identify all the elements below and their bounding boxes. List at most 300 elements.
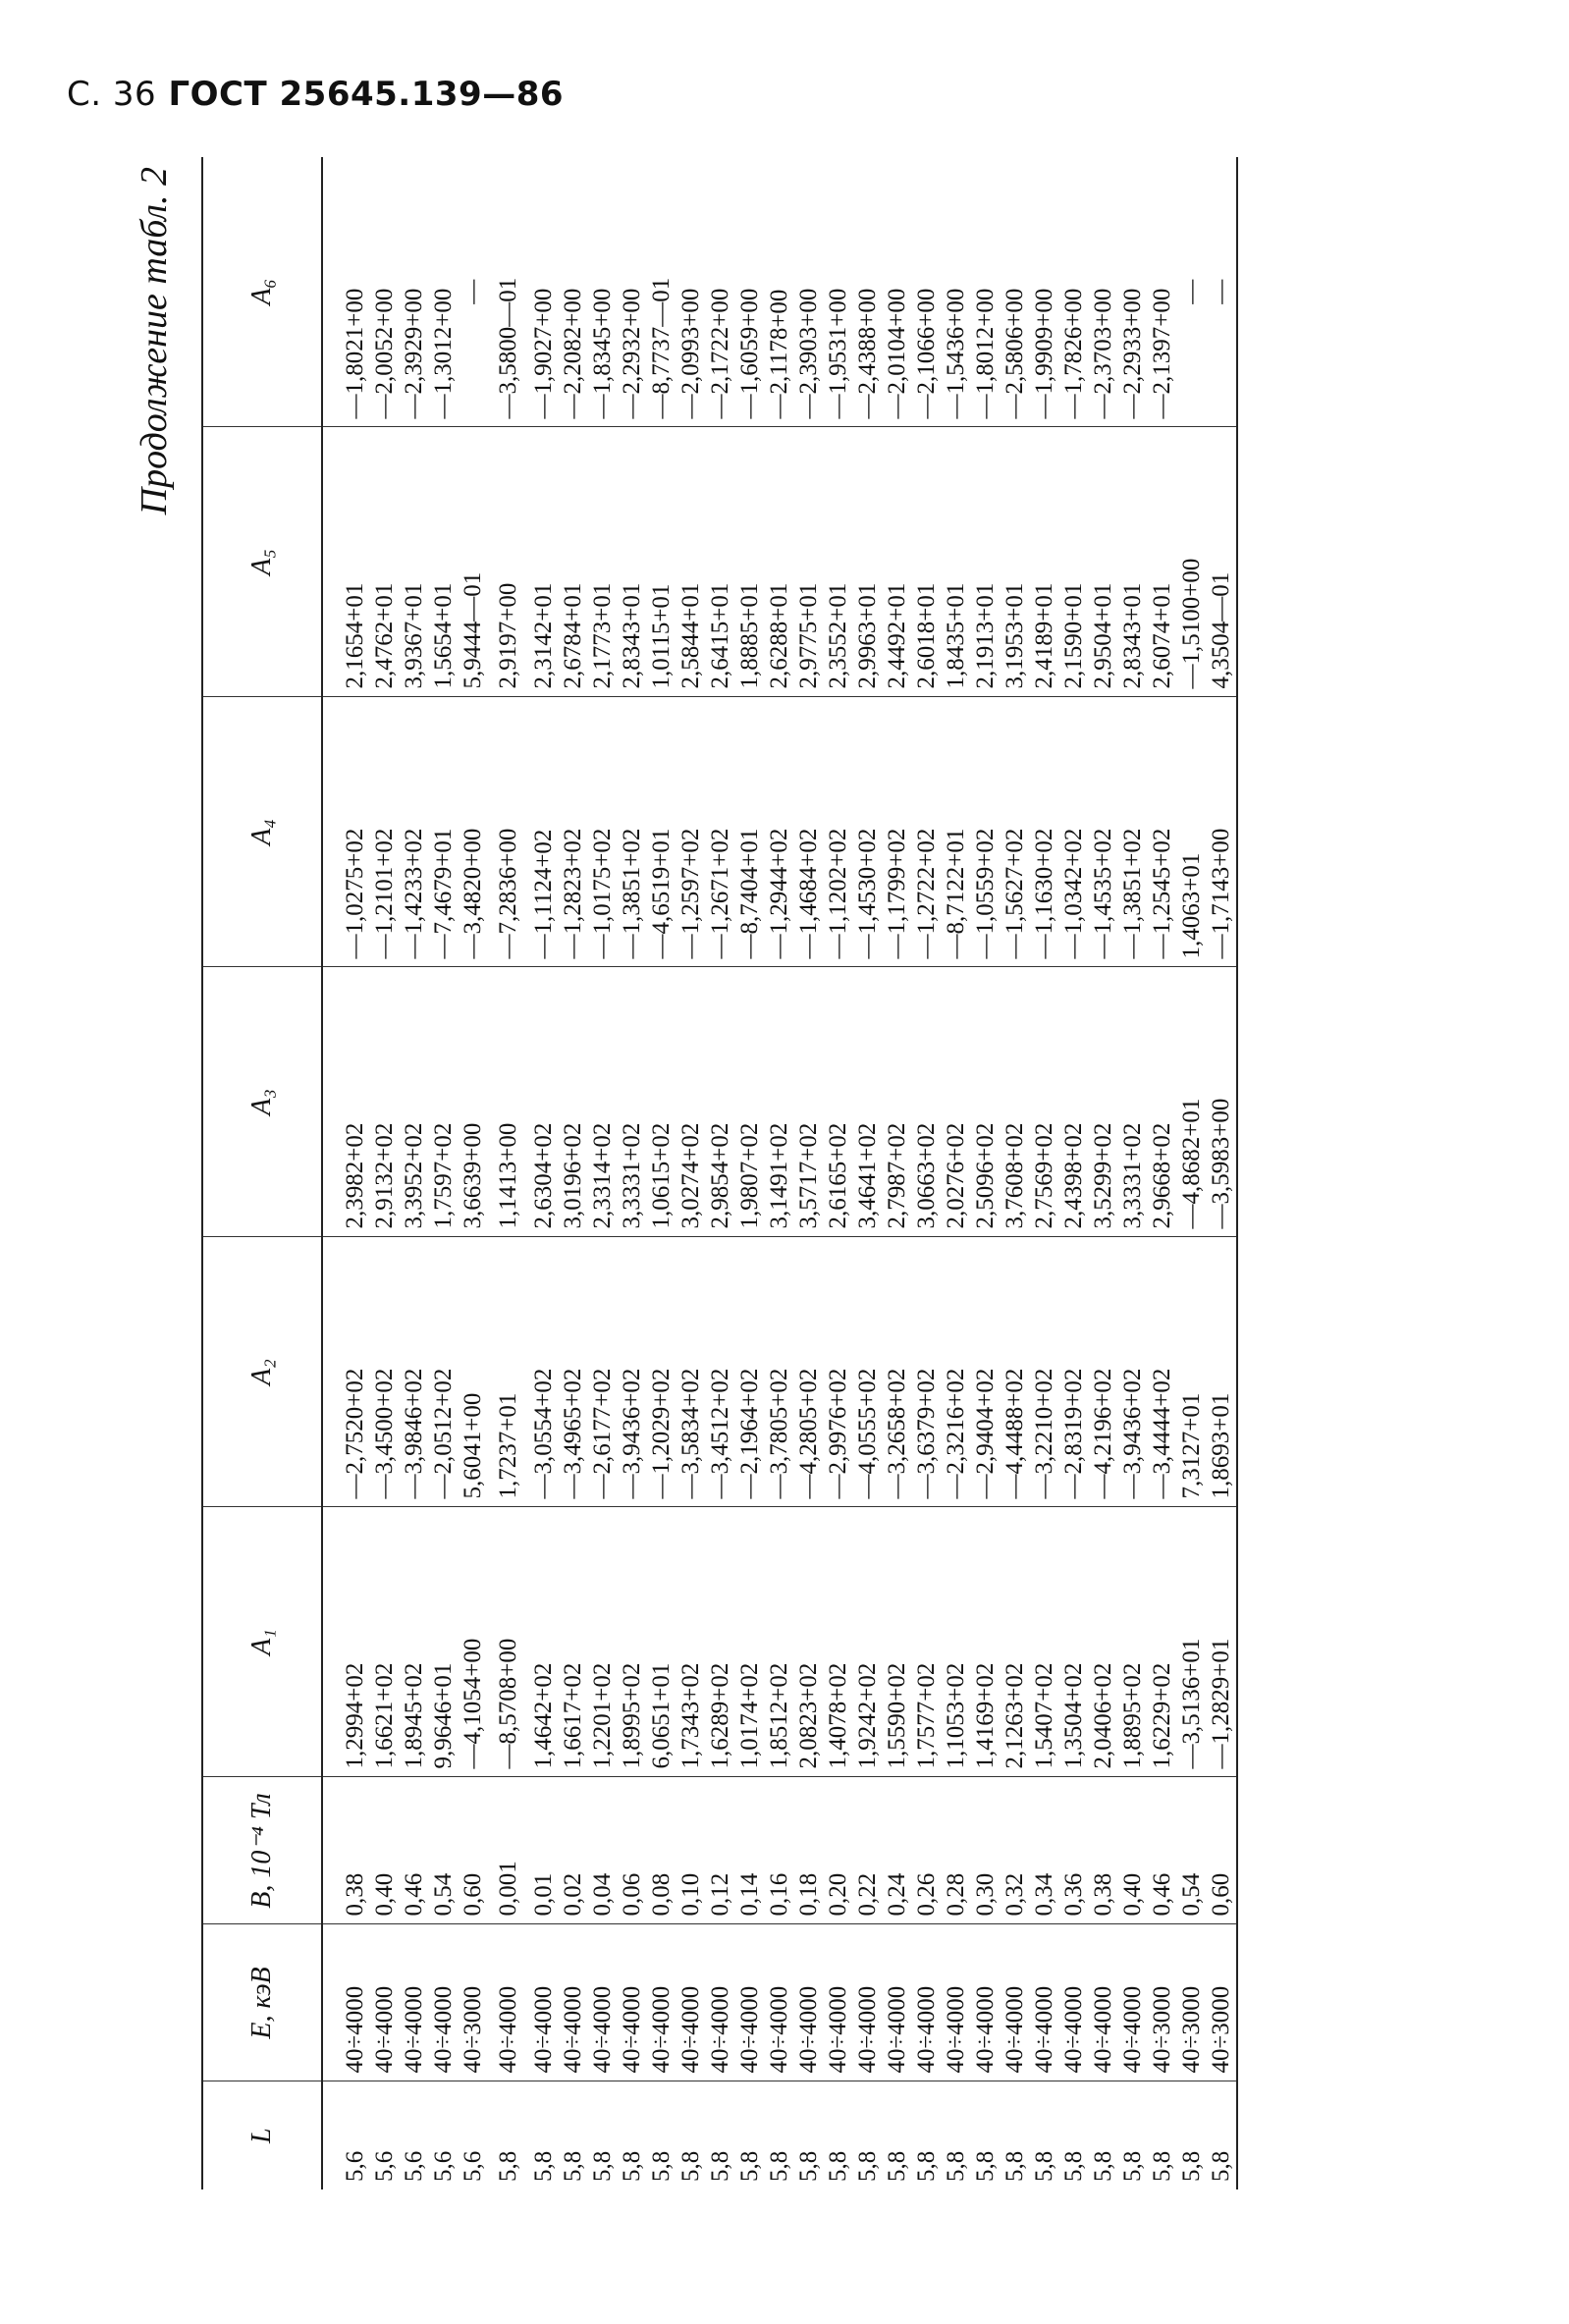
table-cell: —2,6177+02 xyxy=(588,1237,618,1507)
table-cell: 40÷4000 xyxy=(883,1924,912,2081)
table-cell: —2,8319+02 xyxy=(1059,1237,1089,1507)
table-cell: 2,5096+02 xyxy=(971,967,1001,1237)
table-cell: 5,8 xyxy=(619,2150,645,2182)
table-cell: 5,8 xyxy=(825,2150,851,2182)
table-cell: 3,9367+01 xyxy=(400,427,429,697)
table-cell: —4,2196+02 xyxy=(1089,1237,1118,1507)
page-header xyxy=(67,75,564,114)
table-cell: 1,5590+02 xyxy=(883,1507,912,1777)
table-cell: —3,2210+02 xyxy=(1030,1237,1059,1507)
table-cell: 2,1773+01 xyxy=(588,427,618,697)
table-row xyxy=(824,157,853,2189)
table-cell: 3,0274+02 xyxy=(676,967,706,1237)
table-cell: 40÷4000 xyxy=(794,1924,824,2081)
table-cell: 2,6415+01 xyxy=(706,427,735,697)
table-row xyxy=(559,157,588,2189)
table-cell: 2,8343+01 xyxy=(1118,427,1148,697)
column-header-1: E, кэВ xyxy=(202,1924,322,2081)
table-cell: —2,1178+00 xyxy=(765,157,794,427)
table-cell: 40÷4000 xyxy=(1118,1924,1148,2081)
table-cell: 0,08 xyxy=(647,1777,676,1924)
table-cell: 40÷4000 xyxy=(676,1924,706,2081)
table-cell: 2,1913+01 xyxy=(971,427,1001,697)
table-cell: 5,9444—01 xyxy=(459,427,488,697)
table-cell: —3,4512+02 xyxy=(706,1237,735,1507)
table-cell: —1,5627+02 xyxy=(1001,697,1030,967)
table-cell: 5,8 xyxy=(1178,2150,1205,2182)
table-cell: —4,6519+01 xyxy=(647,697,676,967)
table-row xyxy=(735,157,765,2189)
column-header-0: L xyxy=(202,2081,322,2189)
table-cell: 2,0406+02 xyxy=(1089,1507,1118,1777)
table-cell: —2,3703+00 xyxy=(1089,157,1118,427)
table-cell: —8,7122+01 xyxy=(942,697,971,967)
table-cell: —1,7826+00 xyxy=(1059,157,1089,427)
table-cell: —3,5800—01 xyxy=(488,157,529,427)
table-cell: —1,6059+00 xyxy=(735,157,765,427)
table-cell: —2,7520+02 xyxy=(322,1237,370,1507)
table-cell: 1,1053+02 xyxy=(942,1507,971,1777)
table-row xyxy=(706,157,735,2189)
table-cell: 0,01 xyxy=(529,1777,559,1924)
table-cell: —3,5983+00 xyxy=(1207,967,1237,1237)
table-cell: —2,9976+02 xyxy=(824,1237,853,1507)
table-row xyxy=(588,157,618,2189)
table-cell: 1,0115+01 xyxy=(647,427,676,697)
table-cell: —1,4684+02 xyxy=(794,697,824,967)
table-cell: 5,8 xyxy=(766,2150,792,2182)
standard-code: ГОСТ 25645.139—86 xyxy=(168,75,565,114)
table-cell: 40÷3000 xyxy=(1148,1924,1177,2081)
table-cell: —2,0993+00 xyxy=(676,157,706,427)
table-cell: —3,9436+02 xyxy=(618,1237,647,1507)
table-cell: 0,36 xyxy=(1059,1777,1089,1924)
rotated-table-block xyxy=(133,157,1478,2189)
table-cell: 0,40 xyxy=(1118,1777,1148,1924)
table-cell: 1,6621+02 xyxy=(370,1507,400,1777)
table-cell: 1,8885+01 xyxy=(735,427,765,697)
table-cell: —1,4233+02 xyxy=(400,697,429,967)
table-cell: 2,3552+01 xyxy=(824,427,853,697)
table-cell: 5,8 xyxy=(589,2150,616,2182)
table-cell: 3,6639+00 xyxy=(459,967,488,1237)
table-cell: —1,2829+01 xyxy=(1207,1507,1237,1777)
table-cell: 1,2201+02 xyxy=(588,1507,618,1777)
table-cell: 1,3504+02 xyxy=(1059,1507,1089,1777)
table-cell: 1,4642+02 xyxy=(529,1507,559,1777)
table-cell: —8,5708+00 xyxy=(488,1507,529,1777)
table-cell: 2,3142+01 xyxy=(529,427,559,697)
table-cell: —7,2836+00 xyxy=(488,697,529,967)
table-cell: 0,54 xyxy=(429,1777,459,1924)
table-cell: 5,8 xyxy=(1090,2150,1116,2182)
table-cell: —1,8012+00 xyxy=(971,157,1001,427)
table-cell: 1,7343+02 xyxy=(676,1507,706,1777)
table-cell: 40÷4000 xyxy=(765,1924,794,2081)
table-cell: 0,34 xyxy=(1030,1777,1059,1924)
table-cell: 40÷4000 xyxy=(400,1924,429,2081)
table-cell: 3,3952+02 xyxy=(400,967,429,1237)
table-cell: —2,2082+00 xyxy=(559,157,588,427)
table-cell: 40÷4000 xyxy=(824,1924,853,2081)
table-cell: 0,24 xyxy=(883,1777,912,1924)
table-cell: —3,4444+02 xyxy=(1148,1237,1177,1507)
table-cell: 3,1491+02 xyxy=(765,967,794,1237)
table-cell: 1,2994+02 xyxy=(322,1507,370,1777)
table-row xyxy=(883,157,912,2189)
table-cell: 2,9963+01 xyxy=(853,427,883,697)
column-header-4: A₂ xyxy=(202,1237,322,1507)
table-cell: —4,0555+02 xyxy=(853,1237,883,1507)
table-cell: 5,6 xyxy=(430,2150,457,2182)
table-cell: —4,8682+01 xyxy=(1177,967,1207,1237)
table-cell: 2,9197+00 xyxy=(488,427,529,697)
table-cell: 0,46 xyxy=(1148,1777,1177,1924)
coefficients-table xyxy=(201,157,1238,2189)
table-cell: 0,22 xyxy=(853,1777,883,1924)
table-cell: 5,8 xyxy=(530,2150,557,2182)
table-cell: 40÷4000 xyxy=(1001,1924,1030,2081)
table-row xyxy=(488,157,529,2189)
table-cell: 2,9854+02 xyxy=(706,967,735,1237)
table-cell: 1,7237+01 xyxy=(488,1237,529,1507)
table-row xyxy=(322,157,370,2189)
table-cell: 40÷4000 xyxy=(559,1924,588,2081)
table-cell: 1,0615+02 xyxy=(647,967,676,1237)
table-cell: 5,8 xyxy=(1149,2150,1175,2182)
table-cell: 5,6 xyxy=(401,2150,427,2182)
table-cell: 9,9646+01 xyxy=(429,1507,459,1777)
table-cell: 0,06 xyxy=(618,1777,647,1924)
table-cell: —1,2722+02 xyxy=(912,697,942,967)
table-row xyxy=(618,157,647,2189)
table-cell: 1,4169+02 xyxy=(971,1507,1001,1777)
table-cell: 2,4189+01 xyxy=(1030,427,1059,697)
table-cell: —3,4820+00 xyxy=(459,697,488,967)
table-cell: —2,3903+00 xyxy=(794,157,824,427)
table-cell: 2,6288+01 xyxy=(765,427,794,697)
table-row xyxy=(1059,157,1089,2189)
table-cell: 2,4762+01 xyxy=(370,427,400,697)
table-cell: 2,9668+02 xyxy=(1148,967,1177,1237)
table-cell: —2,9404+02 xyxy=(971,1237,1001,1507)
table-cell: 40÷4000 xyxy=(735,1924,765,2081)
table-cell: —2,1964+02 xyxy=(735,1237,765,1507)
table-cell: 1,7577+02 xyxy=(912,1507,942,1777)
table-cell: —8,7404+01 xyxy=(735,697,765,967)
table-cell: 0,16 xyxy=(765,1777,794,1924)
table-cell: 5,8 xyxy=(1060,2150,1087,2182)
table-cell: —1,3012+00 xyxy=(429,157,459,427)
table-cell: —4,4488+02 xyxy=(1001,1237,1030,1507)
table-cell: 40÷4000 xyxy=(971,1924,1001,2081)
table-row xyxy=(400,157,429,2189)
table-cell: — xyxy=(1177,157,1207,427)
table-cell: 3,3331+02 xyxy=(1118,967,1148,1237)
table-row xyxy=(1089,157,1118,2189)
table-cell: 40÷4000 xyxy=(1059,1924,1089,2081)
table-cell: 2,8343+01 xyxy=(618,427,647,697)
table-cell: — xyxy=(459,157,488,427)
table-cell: 3,0663+02 xyxy=(912,967,942,1237)
table-cell: —1,3851+02 xyxy=(618,697,647,967)
table-cell: 0,04 xyxy=(588,1777,618,1924)
table-cell: —1,8021+00 xyxy=(322,157,370,427)
table-cell: 1,8435+01 xyxy=(942,427,971,697)
column-header-3: A₁ xyxy=(202,1507,322,1777)
table-cell: 0,12 xyxy=(706,1777,735,1924)
table-cell: —3,4965+02 xyxy=(559,1237,588,1507)
table-cell: 5,8 xyxy=(1119,2150,1146,2182)
table-cell: 1,6617+02 xyxy=(559,1507,588,1777)
table-cell: —1,0275+02 xyxy=(322,697,370,967)
table-cell: —1,1124+02 xyxy=(529,697,559,967)
table-cell: 0,001 xyxy=(488,1777,529,1924)
table-row xyxy=(1001,157,1030,2189)
table-cell: 2,0823+02 xyxy=(794,1507,824,1777)
table-row xyxy=(529,157,559,2189)
table-cell: —1,9531+00 xyxy=(824,157,853,427)
table-cell: 1,6289+02 xyxy=(706,1507,735,1777)
table-row xyxy=(429,157,459,2189)
table-cell: —1,2823+02 xyxy=(559,697,588,967)
table-cell: 40÷4000 xyxy=(488,1924,529,2081)
table-cell: 5,8 xyxy=(913,2150,940,2182)
table-cell: 0,26 xyxy=(912,1777,942,1924)
table-cell: —3,6379+02 xyxy=(912,1237,942,1507)
table-row xyxy=(459,157,488,2189)
table-cell: —2,0104+00 xyxy=(883,157,912,427)
table-cell: 40÷4000 xyxy=(942,1924,971,2081)
table-cell: 2,4492+01 xyxy=(883,427,912,697)
table-cell: 0,38 xyxy=(322,1777,370,1924)
table-row xyxy=(765,157,794,2189)
table-cell: 5,8 xyxy=(972,2150,999,2182)
table-cell: —2,1397+00 xyxy=(1148,157,1177,427)
table-cell: —2,2933+00 xyxy=(1118,157,1148,427)
table-cell: —2,5806+00 xyxy=(1001,157,1030,427)
table-cell: 2,6304+02 xyxy=(529,967,559,1237)
table-cell: 40÷3000 xyxy=(1207,1924,1237,2081)
table-cell: —3,0554+02 xyxy=(529,1237,559,1507)
table-cell: 2,7987+02 xyxy=(883,967,912,1237)
table-cell: —7,4679+01 xyxy=(429,697,459,967)
table-cell: 3,3331+02 xyxy=(618,967,647,1237)
table-cell: 1,5654+01 xyxy=(429,427,459,697)
table-cell: 1,4078+02 xyxy=(824,1507,853,1777)
table-cell: 3,5299+02 xyxy=(1089,967,1118,1237)
table-cell: 5,8 xyxy=(560,2150,586,2182)
table-cell: 0,14 xyxy=(735,1777,765,1924)
table-cell: 0,02 xyxy=(559,1777,588,1924)
table-cell: —2,4388+00 xyxy=(853,157,883,427)
table-cell: 5,8 xyxy=(1001,2150,1028,2182)
table-cell: 1,4063+01 xyxy=(1177,697,1207,967)
table-cell: —1,1630+02 xyxy=(1030,697,1059,967)
table-row xyxy=(912,157,942,2189)
table-caption: Продолжение табл. 2 xyxy=(134,167,175,515)
table-cell: 2,1590+01 xyxy=(1059,427,1089,697)
table-cell: 40÷4000 xyxy=(618,1924,647,2081)
table-cell: 3,1953+01 xyxy=(1001,427,1030,697)
table-cell: 5,8 xyxy=(648,2150,675,2182)
table-cell: 5,8 xyxy=(795,2150,822,2182)
column-header-5: A₃ xyxy=(202,967,322,1237)
table-cell: —1,1202+02 xyxy=(824,697,853,967)
table-cell: 40÷4000 xyxy=(647,1924,676,2081)
table-cell: 5,8 xyxy=(677,2150,704,2182)
table-cell: 0,40 xyxy=(370,1777,400,1924)
page-number: С. 36 xyxy=(67,75,157,114)
table-cell: 40÷3000 xyxy=(459,1924,488,2081)
table-cell: —1,9027+00 xyxy=(529,157,559,427)
table-cell: —1,3851+02 xyxy=(1118,697,1148,967)
table-cell: 5,6 xyxy=(460,2150,486,2182)
table-cell: 5,8 xyxy=(1031,2150,1057,2182)
table-row xyxy=(1118,157,1148,2189)
table-cell: 2,5844+01 xyxy=(676,427,706,697)
table-cell: 40÷4000 xyxy=(853,1924,883,2081)
table-cell: 0,46 xyxy=(400,1777,429,1924)
column-header-2: B, 10⁻⁴ Тл xyxy=(202,1777,322,1924)
table-cell: 2,0276+02 xyxy=(942,967,971,1237)
table-cell: 1,6229+02 xyxy=(1148,1507,1177,1777)
table-cell: —3,9846+02 xyxy=(400,1237,429,1507)
table-cell: —3,7805+02 xyxy=(765,1237,794,1507)
table-cell: 2,1263+02 xyxy=(1001,1507,1030,1777)
table-cell: 2,3982+02 xyxy=(322,967,370,1237)
table-cell: —3,4500+02 xyxy=(370,1237,400,1507)
table-cell: —1,0342+02 xyxy=(1059,697,1089,967)
table-cell: 40÷4000 xyxy=(588,1924,618,2081)
table-cell: 5,6 xyxy=(342,2150,368,2182)
table-cell: 2,9775+01 xyxy=(794,427,824,697)
table-row xyxy=(676,157,706,2189)
table-cell: —3,2658+02 xyxy=(883,1237,912,1507)
table-cell: 1,9242+02 xyxy=(853,1507,883,1777)
table-cell: 5,6041+00 xyxy=(459,1237,488,1507)
table-cell: 40÷4000 xyxy=(1030,1924,1059,2081)
table-cell: 0,10 xyxy=(676,1777,706,1924)
table-cell: —1,4535+02 xyxy=(1089,697,1118,967)
table-cell: —1,4530+02 xyxy=(853,697,883,967)
table-cell: 3,4641+02 xyxy=(853,967,883,1237)
table-row xyxy=(942,157,971,2189)
table-cell: —1,2671+02 xyxy=(706,697,735,967)
table-cell: 5,8 xyxy=(943,2150,969,2182)
table-cell: 1,8512+02 xyxy=(765,1507,794,1777)
table-cell: 3,7608+02 xyxy=(1001,967,1030,1237)
table-cell: 0,60 xyxy=(459,1777,488,1924)
table-cell: 0,20 xyxy=(824,1777,853,1924)
table-row xyxy=(1207,157,1237,2189)
table-cell: 2,9132+02 xyxy=(370,967,400,1237)
table-cell: —2,2932+00 xyxy=(618,157,647,427)
table-cell: 2,9504+01 xyxy=(1089,427,1118,697)
table-cell: 40÷3000 xyxy=(1177,1924,1207,2081)
table-cell: —1,5100+00 xyxy=(1177,427,1207,697)
table-cell: —1,2101+02 xyxy=(370,697,400,967)
table-cell: 1,1413+00 xyxy=(488,967,529,1237)
table-cell: —1,7143+00 xyxy=(1207,697,1237,967)
table-cell: 0,30 xyxy=(971,1777,1001,1924)
table-cell: 0,54 xyxy=(1177,1777,1207,1924)
table-cell: 2,1654+01 xyxy=(322,427,370,697)
table-cell: 1,5407+02 xyxy=(1030,1507,1059,1777)
table-cell: 0,18 xyxy=(794,1777,824,1924)
table-cell: —2,1722+00 xyxy=(706,157,735,427)
table-cell: —1,2029+02 xyxy=(647,1237,676,1507)
table-cell: 5,8 xyxy=(736,2150,763,2182)
table-cell: —3,5834+02 xyxy=(676,1237,706,1507)
table-cell: 1,8945+02 xyxy=(400,1507,429,1777)
table-cell: 1,7597+02 xyxy=(429,967,459,1237)
table-cell: 1,8995+02 xyxy=(618,1507,647,1777)
table-cell: 1,9807+02 xyxy=(735,967,765,1237)
table-cell: 40÷4000 xyxy=(429,1924,459,2081)
table-cell: 5,8 xyxy=(707,2150,733,2182)
table-cell: 6,0651+01 xyxy=(647,1507,676,1777)
table-cell: 40÷4000 xyxy=(706,1924,735,2081)
table-cell: 2,7569+02 xyxy=(1030,967,1059,1237)
table-cell: —1,8345+00 xyxy=(588,157,618,427)
table-cell: 5,6 xyxy=(371,2150,398,2182)
table-body xyxy=(322,157,1237,2189)
table-cell: 4,3504—01 xyxy=(1207,427,1237,697)
table-cell: 2,6784+01 xyxy=(559,427,588,697)
table-row xyxy=(647,157,676,2189)
table-cell: —1,9909+00 xyxy=(1030,157,1059,427)
table-cell: 40÷4000 xyxy=(370,1924,400,2081)
table-cell: —1,2545+02 xyxy=(1148,697,1177,967)
table-cell: —4,2805+02 xyxy=(794,1237,824,1507)
table-cell: 2,6018+01 xyxy=(912,427,942,697)
table-cell: —3,5136+01 xyxy=(1177,1507,1207,1777)
table-cell: 7,3127+01 xyxy=(1177,1237,1207,1507)
table-row xyxy=(370,157,400,2189)
table-row xyxy=(1177,157,1207,2189)
table-cell: 1,8895+02 xyxy=(1118,1507,1148,1777)
table-cell: 0,60 xyxy=(1207,1777,1237,1924)
table-cell: —1,2597+02 xyxy=(676,697,706,967)
table-cell: —4,1054+00 xyxy=(459,1507,488,1777)
table-cell: 5,8 xyxy=(1207,2081,1237,2189)
table-cell: 1,8693+01 xyxy=(1207,1237,1237,1507)
table-row xyxy=(1030,157,1059,2189)
table-cell: —1,0559+02 xyxy=(971,697,1001,967)
table-cell: —2,3216+02 xyxy=(942,1237,971,1507)
table-cell: 40÷4000 xyxy=(1089,1924,1118,2081)
table-cell: 5,8 xyxy=(884,2150,910,2182)
table-cell: 0,38 xyxy=(1089,1777,1118,1924)
table-cell: 0,28 xyxy=(942,1777,971,1924)
table-cell: 1,0174+02 xyxy=(735,1507,765,1777)
table-cell: —1,2944+02 xyxy=(765,697,794,967)
table-cell: 3,5717+02 xyxy=(794,967,824,1237)
table-cell: —8,7737—01 xyxy=(647,157,676,427)
table-cell: 5,8 xyxy=(854,2150,881,2182)
table-cell: —2,3929+00 xyxy=(400,157,429,427)
column-header-8: A₆ xyxy=(202,157,322,427)
table-cell: 2,3314+02 xyxy=(588,967,618,1237)
table-row xyxy=(1148,157,1177,2189)
table-row xyxy=(971,157,1001,2189)
table-cell: —2,1066+00 xyxy=(912,157,942,427)
table-cell: 40÷4000 xyxy=(912,1924,942,2081)
table-header-row xyxy=(202,157,322,2189)
table-cell: —1,0175+02 xyxy=(588,697,618,967)
table-row xyxy=(794,157,824,2189)
